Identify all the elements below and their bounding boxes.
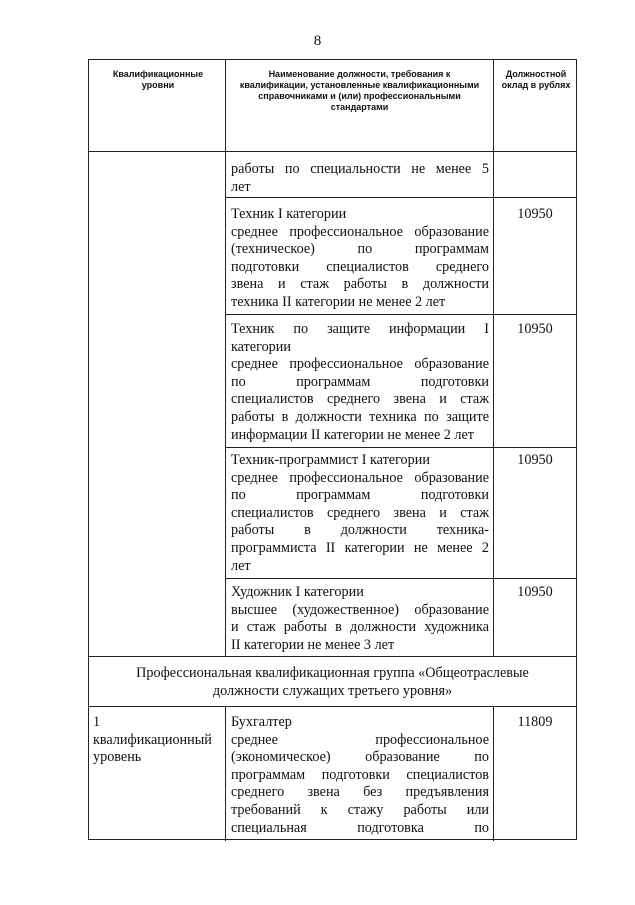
header-qualification-levels: Квалификационные уровни [112,69,204,90]
text-line: Техник по защите информации I [231,321,489,337]
salary-value: 10950 [517,452,553,468]
text-line: Техник I категории [231,206,347,222]
salary-value: 11809 [517,714,553,730]
salary-value: 10950 [517,321,553,337]
text-line: (техническое) по программам [231,241,489,258]
header-salary: Должностной оклад в рублях [501,69,571,90]
text-line: среднее профессиональное образование [231,223,489,240]
text-line: специальная подготовка по [231,819,489,836]
text-line: (экономическое) образование по [231,749,489,766]
text-line: высшее (художественное) образование [231,601,489,618]
text-line: Бухгалтер [231,714,292,730]
text-line: лет [231,557,251,574]
page-number: 8 [313,33,322,49]
header-position-requirements: Наименование должности, требования к квалификации, установленные квалификационными справочниками и (или) профессиональными стандартами [239,69,480,112]
text-line: работы по специальности не менее 5 [231,161,489,177]
text-line: по программам подготовки [231,487,489,504]
text-line: работы в должности техника по защите [231,408,489,425]
position-cell [231,206,489,312]
text-line: программам подготовки специалистов [231,766,489,783]
level-line: квалификационный [93,731,212,748]
qualification-level-cell [93,714,223,767]
text-line: среднего звена без предъявления [231,784,489,801]
text-line: требований к стажу работы или [231,801,489,818]
position-cell [231,321,489,444]
position-cell [231,584,489,654]
qualification-table [88,59,577,840]
position-cell [231,714,489,837]
text-line: Техник-программист I категории [231,452,430,468]
text-line: II категории не менее 3 лет [231,636,395,653]
text-line: лет [231,178,251,195]
text-line: среднее профессиональное образование [231,469,489,486]
text-line: звена и стаж работы в должности [231,276,489,293]
position-cell [231,161,489,196]
level-line: 1 [93,714,101,730]
text-line: программиста II категории не менее 2 [231,539,489,556]
position-cell [231,452,489,575]
text-line: специалистов среднего звена и стаж [231,391,489,408]
text-line: специалистов среднего звена и стаж [231,504,489,521]
text-line: категории [231,338,291,355]
text-line: работы в должности техника- [231,522,489,539]
group-title-line: должности служащих третьего уровня» [212,683,453,699]
level-line: уровень [93,749,142,766]
group-title [95,664,570,700]
text-line: подготовки специалистов среднего [231,258,489,275]
text-line: среднее профессиональное [231,731,489,748]
text-line: по программам подготовки [231,373,489,390]
group-title-line: Профессиональная квалификационная группа «Общеотраслевые [136,665,529,681]
text-line: Художник I категории [231,584,364,600]
text-line: и стаж работы в должности художника [231,619,489,636]
salary-value: 10950 [517,206,553,222]
text-line: информации II категории не менее 2 лет [231,426,475,443]
text-line: техника II категории не менее 2 лет [231,293,446,310]
text-line: среднее профессиональное образование [231,356,489,373]
salary-value: 10950 [517,584,553,600]
